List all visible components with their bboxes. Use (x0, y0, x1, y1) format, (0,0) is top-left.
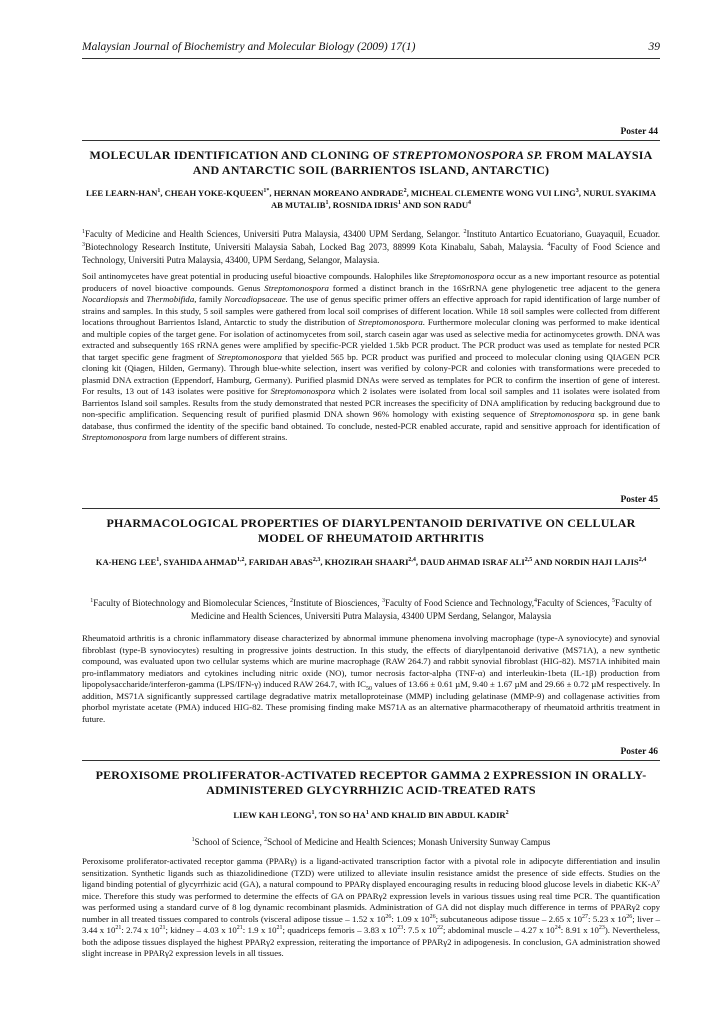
poster-title-44: MOLECULAR IDENTIFICATION AND CLONING OF STREPTOMONOSPORA SP. FROM MALAYSIA AND ANTARCTIC SOIL (BARRIENTOS ISLAND, ANTARCTIC) (89, 148, 653, 177)
abstract-text-segment: 24 (554, 925, 561, 932)
author-affiliation-mark: 1,2 (236, 557, 245, 564)
author-name: MICHEAL CLEMENTE WONG VUI LING (410, 188, 576, 198)
abstract-text-segment: Streptomonospora (429, 271, 495, 281)
abstract-text-segment: 26 (626, 913, 633, 920)
abstract-text-segment: 21 (276, 925, 283, 932)
abstract-text-segment: and (128, 294, 147, 304)
poster-title-45: PHARMACOLOGICAL PROPERTIES OF DIARYLPENTANOID DERIVATIVE ON CELLULAR MODEL OF RHEUMATOID ARTHRITIS (106, 516, 636, 545)
author-name: CHEAH YOKE-KQUEEN (164, 188, 264, 198)
affiliation-text: Instituto Antartico Ecuatoriano, Guayaquil, Ecuador. (466, 229, 661, 239)
abstract-text-segment: ; quadriceps femoris – 3.83 x 10 (282, 925, 398, 935)
affiliation-text: Faculty of Medicine and Health Sciences, Universiti Putra Malaysia, 43400 UPM Serdang, Selangor, Malaysia (190, 598, 652, 621)
affiliations-44 (82, 228, 660, 267)
poster-label-45: Poster 45 (620, 495, 658, 505)
author-name: ROSNIDA IDRIS (332, 199, 398, 210)
author-name: SON RADU (423, 199, 469, 210)
running-head (82, 40, 660, 54)
abstract-text-segment: : 1.09 x 10 (391, 913, 430, 924)
affiliation-mark: 2 (289, 598, 293, 604)
author-affiliation-mark: 2 (403, 188, 407, 195)
abstract-text-segment: 26 (429, 913, 436, 920)
abstract-text-segment: 50 (366, 685, 373, 692)
abstract-text-segment: values of 13.66 ± 0.61 µM, 9.40 ± 1.67 µM and 29.66 ± 0.72 µM respectively. In addition, MS71A significantly suppressed cartilage degradative matrix metalloproteinase (MMP) including gelatinase (MMP-9) and collagenase activities from phorbol myristate acetate (PMA) induced HIG-82. These promising finding make MS71A as an alternative pharmacotherapy of rheumatoid arthritis treatment in future. (82, 679, 660, 724)
poster-rule-46 (82, 760, 660, 761)
authors-46: LIEW KAH LEONG$^1$, TON SO $HA^1$ AND KHALID BIN ABDUL KADIR$^2$ (233, 810, 509, 820)
abstract-text-segment: Thermobifida (146, 294, 195, 304)
page-number: 39 (648, 41, 660, 53)
abstract-text-segment: 27 (582, 913, 589, 920)
poster-title-46: PEROXISOME PROLIFERATOR-ACTIVATED RECEPTOR GAMMA 2 EXPRESSION IN ORALLY-ADMINISTERED GLYCYRRHIZIC ACID-TREATED RATS (95, 768, 647, 797)
author-affiliation-mark: 2,5 (524, 557, 533, 564)
abstract-text-segment: occur as a new important resource as potential producers of novel bioactive compounds. Genus (82, 271, 660, 293)
author-affiliation-mark: 2 (505, 810, 509, 817)
abstract-text-segment: from large numbers of different strains. (146, 432, 288, 442)
author-name: TON SO HA (318, 810, 366, 820)
abstract-text-segment: Streptomonospora (82, 432, 147, 442)
abstract-text-segment: Nocardiopsis (82, 294, 129, 304)
author-affiliation-mark: 2,4 (638, 557, 647, 564)
abstract-text-segment: that yielded 565 bp. PCR product was purified and proceed to molecular cloning using QIAGEN PCR cloning kit (Qiagen, Hilden, Germany). Through blue-white selection, insert was verified by colony-PCR and colonies with transformations were preceded to plasmid DNA extraction (Eppendorf, Hamburg, Germany). Purified plasmid DNAs were served as templates for PCR to confirm the insertion of gene of interest. For results, 13 out of 143 isolates were positive for (82, 351, 660, 396)
author-name: DAUD AHMAD ISRAF ALI (420, 557, 525, 567)
abstract-text-segment: y (657, 879, 660, 886)
author-affiliation-mark: 3 (575, 188, 579, 195)
affiliation-mark: 3 (82, 242, 85, 248)
affiliation-text: Biotechnology Research Institute, Universiti Malaysia Sabah, Locked Bag 2073, 88999 Kota Kinabalu, Sabah, Malaysia. (85, 242, 544, 252)
abstract-45 (82, 633, 660, 725)
abstract-text-segment: : 5.23 x 10 (588, 913, 627, 924)
abstract-text-segment: mice. Therefore this study was performed to determine the effects of GA on PPARγ2 expression levels in various tissues using real time PCR. The quantification was performed using a standard curve of 8 log dynamic recombinant plasmids. Administration of GA did not display much difference in terms of PPARγ2 copy number in all treated tissues compared to controls (visceral adipose tissue – 1.52 x 10 (82, 890, 660, 924)
abstract-text-segment: 23 (397, 925, 404, 932)
poster-label-44: Poster 44 (620, 127, 658, 137)
author-name: FARIDAH ABAS (248, 557, 313, 567)
abstract-text-segment: Peroxisome proliferator-activated receptor gamma (PPARγ) is a ligand-activated transcription factor with a pivotal role in adipocyte differentiation and insulin sensitization. Synthetic ligands such as thiazolidinedione (TZD) were utilized to alleviate insulin resistance amidst the presence of side effects. Studies on the ligand binding potential of glycyrrhizic acid (GA), a natural compound to PPARγ displayed encouraging results in reducing blood glucose levels in diabetic KK-A (82, 856, 660, 889)
affiliation-mark: 5 (612, 598, 616, 604)
affiliation-mark: 3 (381, 598, 385, 604)
author-name: KHOZIRAH SHAARI (324, 557, 409, 567)
abstract-text-segment: : 1.9 x 10 (242, 925, 277, 935)
author-name: LIEW KAH LEONG (233, 810, 312, 820)
author-affiliation-mark: 4 (468, 199, 472, 206)
affiliations-46 (82, 836, 660, 849)
affiliation-mark: 2 (463, 229, 467, 235)
abstract-46 (82, 856, 660, 960)
affiliation-mark: 4 (547, 242, 551, 248)
abstract-text-segment: Rheumatoid arthritis is a chronic inflammatory disease characterized by abnormal immune phenomena involving macrophage (type-A synoviocyte) and synovial fibroblast (type-B synoviocytes) resulting in progressive joints destruction. In this study, the effects of diarylpentanoid derivative (MS71A), a new synthetic compound, was evaluated upon two cellular systems which are murine macrophage (RAW 264.7) and rabbit synovial fibroblast (HIG-82). MS71A inhibited main pro-inflammatory mediators and cytokines including nitric oxide (NO), tumor necrosis factor-alpha (TNF-α) and interleukin-1beta (IL-1β) production from lipopolysaccharide/interferon-gamma (LPS/IFN-γ) induced RAW 264.7, with IC (82, 633, 660, 689)
abstract-text-segment: , family (194, 294, 225, 304)
author-name: NURUL SYAKIMA AB MUTALIB (270, 188, 657, 210)
abstract-text-segment: Streptomonospora (264, 282, 329, 293)
author-affiliation-mark: 1 (397, 199, 401, 206)
author-name: SYAHIDA AHMAD (163, 557, 237, 567)
affiliation-text: Faculty of Food Science and Technology, Universiti Putra Malaysia, 43400, UPM Serdang, Selangor, Malaysia. (82, 242, 661, 265)
author-name: KA-HENG LEE (95, 557, 157, 567)
author-affiliation-mark: 2,4 (408, 557, 416, 564)
abstract-text-segment: Streptomonospora (217, 351, 283, 362)
abstract-text-segment: 21 (236, 925, 243, 932)
affiliation-text: Faculty of Medicine and Health Sciences, Universiti Putra Malaysia, 43400 UPM Serdang, Selangor. (85, 229, 461, 239)
author-affiliation-mark: 1 (311, 810, 315, 817)
affiliation-text: School of Medicine and Health Sciences; Monash University Sunway Campus (267, 837, 551, 847)
authors-44: LEE LEARN-HAN$^1$, CHEAH YOKE-$KQUEEN^{1*}$, HERNAN MOREANO ANDRADE$^2$, MICHEAL CLEMENTE WONG VUI LING$^3$, NURUL SYAKIMA AB MUTALIB$^1$, ROSNIDA IDRIS$^1$ AND SON RADU$^4$ (85, 188, 657, 210)
authors-45: KA-HENG LEE$^1$, SYAHIDA AHMAD$^{1,2}$, FARIDAH ABAS$^{2,3}$, KHOZIRAH SHAARI$^{2,4}$, DAUD AHMAD ISRAF ALI$^{2,5}$ AND NORDIN HAJI LAJIS$^{2,4}$ (95, 557, 647, 567)
poster-label-46: Poster 46 (620, 747, 658, 757)
abstract-text-segment: : 8.91 x 10 (560, 925, 599, 935)
abstract-text-segment: Streptomonospora. (358, 317, 426, 327)
affiliation-mark: 2 (264, 837, 268, 843)
abstract-text-segment: Streptomonospora (270, 386, 336, 396)
header-rule (82, 58, 660, 59)
affiliation-text: Faculty of Sciences, (537, 598, 613, 608)
author-affiliation-mark: 1 (325, 199, 329, 206)
abstract-text-segment: ; kidney – 4.03 x 10 (165, 925, 237, 935)
affiliation-text: Faculty of Biotechnology and Biomolecular Sciences, (93, 598, 290, 608)
abstract-text-segment: Furthermore molecular cloning was performed to make identical and multiple copies of the target gene. For isolation of actinomycetes from soil, starch casein agar was used as selective media for actinomycetes growth. DNA was extracted and subsequently 16S rRNA genes were amplified by specific-PCR yielded 1.5kb PCR product. The PCR product was used as template for nested PCR that target specific gene fragment of (82, 317, 660, 362)
author-name: NORDIN HAJI LAJIS (554, 557, 639, 567)
abstract-text-segment: ; liver – 3.44 x 10 (82, 913, 660, 935)
abstract-text-segment: 23 (598, 925, 605, 932)
abstract-text-segment: : 7.5 x 10 (403, 925, 437, 935)
abstract-text-segment: 21 (159, 925, 166, 932)
abstract-text-segment: ). Nevertheless, both the adipose tissues displayed the highest PPARγ2 expression, reiterating the importance of PPARγ2 in adipogenesis. In conclusion, GA administration showed slight increase in PPARγ2 expression levels in all tissues. (82, 925, 660, 958)
poster-rule-45 (82, 508, 660, 509)
abstract-44 (82, 271, 660, 444)
journal-citation: Malaysian Journal of Biochemistry and Molecular Biology (2009) 17(1) (82, 41, 416, 53)
author-name: HERNAN MOREANO ANDRADE (273, 188, 404, 198)
affiliation-mark: 4 (534, 598, 538, 604)
abstract-text-segment: : 2.74 x 10 (121, 925, 160, 935)
affiliation-text: School of Science, (194, 837, 265, 847)
author-name: KHALID BIN ABDUL KADIR (391, 810, 506, 820)
author-affiliation-mark: 1* (263, 188, 270, 195)
author-affiliation-mark: 1 (156, 557, 160, 564)
author-affiliation-mark: 2,3 (312, 557, 321, 564)
author-name: LEE LEARN-HAN (85, 188, 158, 198)
affiliation-mark: 1 (82, 229, 85, 235)
abstract-text-segment: 26 (385, 913, 392, 920)
abstract-text-segment: sp. in gene bank database, thus confirmed the identity of the specific band obtained. To conclude, nested-PCR enabled accurate, rapid and sensitive approach for identification of (82, 409, 660, 431)
poster-rule-44 (82, 140, 660, 141)
abstract-text-segment: ; subcutaneous adipose tissue – 2.65 x 10 (435, 913, 583, 924)
abstract-text-segment: ; abdominal muscle – 4.27 x 10 (442, 925, 555, 935)
affiliation-text: Institute of Biosciences, (292, 598, 382, 608)
affiliation-mark: 1 (191, 837, 195, 843)
abstract-text-segment: 22 (436, 925, 443, 932)
affiliations-45 (82, 597, 660, 623)
abstract-text-segment: Streptomonospora (529, 409, 595, 419)
author-affiliation-mark: 1 (365, 810, 369, 817)
abstract-text-segment: The use of genus specific primer offers an effective approach for rapid identification of large number of strains and samples. In this study, 5 soil samples were gathered from local soil comprises of different location. While 18 soil samples were collected from different locations throughout Barrientos Island, Antarctic to study the distribution of (82, 294, 660, 327)
author-affiliation-mark: 1 (157, 188, 161, 195)
abstract-text-segment: Soil antinomycetes have great potential in producing useful bioactive compounds. Halophiles like (82, 271, 430, 281)
abstract-text-segment: which 2 isolates were isolated from local soil samples and 11 isolates were isolated from Barrientos Island soil samples. Results from the study demonstrated that nested PCR increases the specificity of DNA amplification by reducing background due to non-specific amplification. Sequencing result of purified plasmid DNA shown 96% homology with existing sequence of (82, 386, 660, 419)
abstract-text-segment: 21 (115, 925, 122, 932)
abstract-text-segment: Norcadiopsaceae. (224, 294, 288, 304)
affiliation-mark: 1 (90, 598, 94, 604)
abstract-text-segment: formed a distinct branch in the 16SrRNA gene phylogenetic tree adjacent to the genera (328, 282, 660, 293)
affiliation-text: Faculty of Food Science and Technology, (384, 598, 535, 608)
